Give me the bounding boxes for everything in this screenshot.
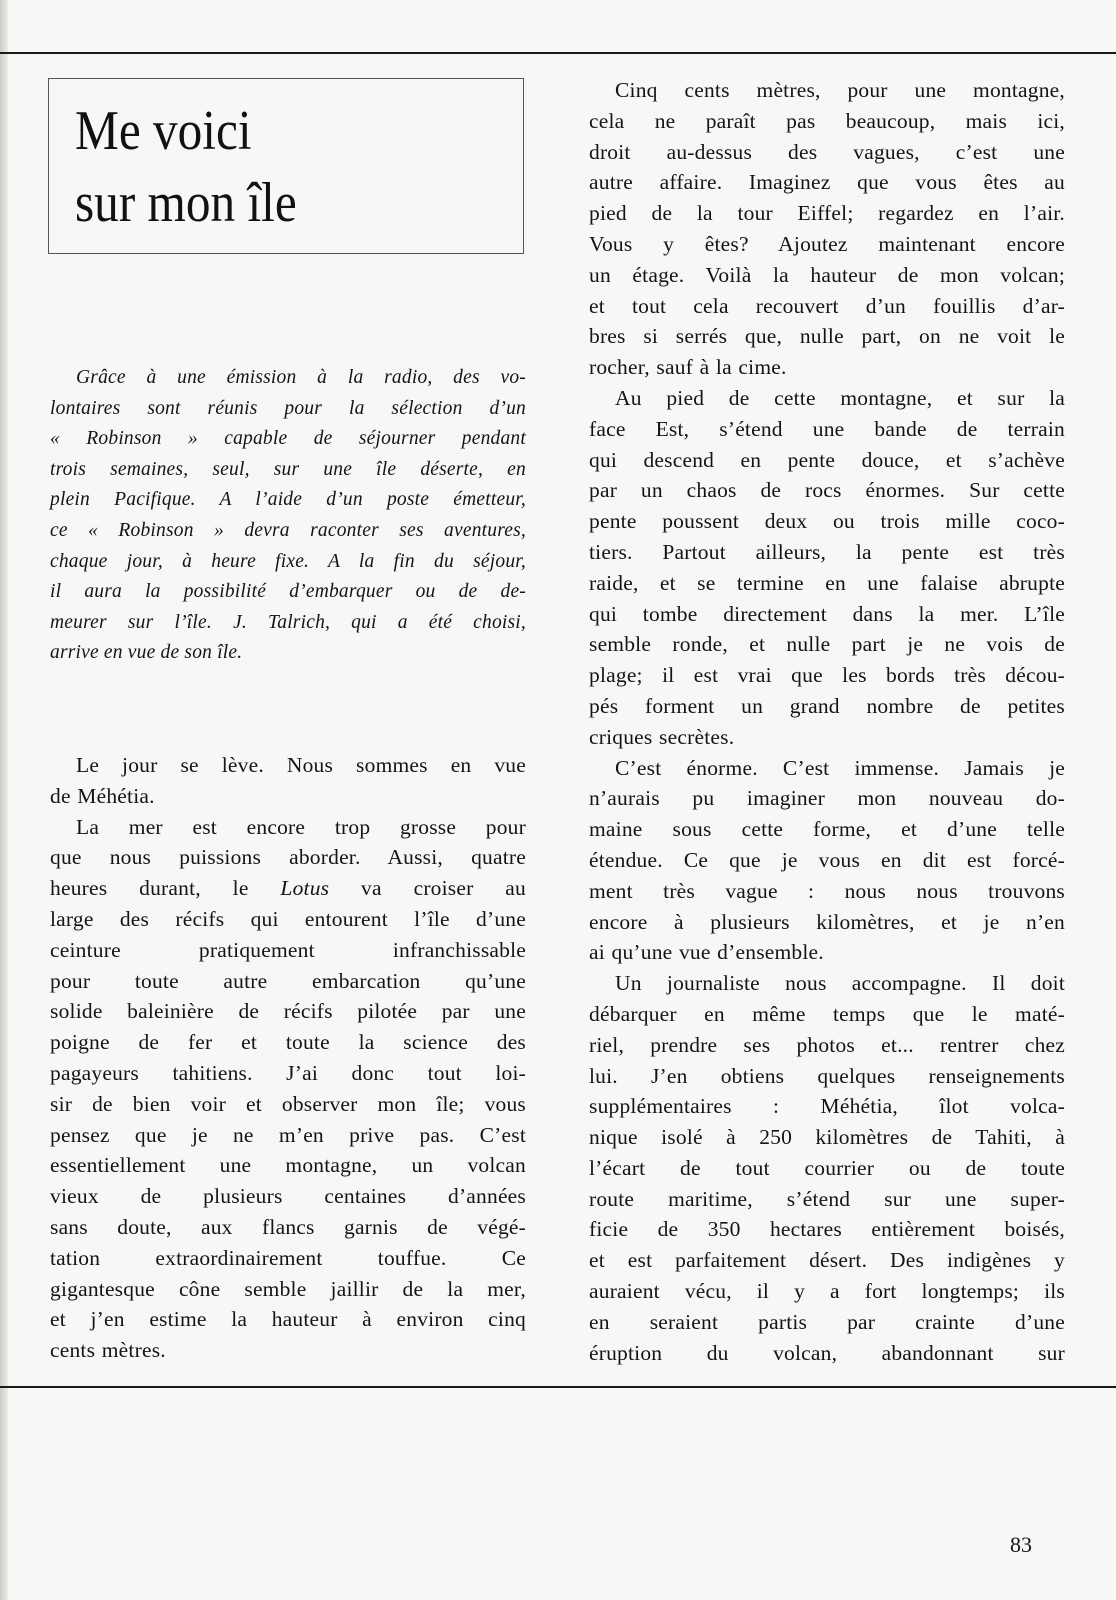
body-line: en seraient partis par crainte d’une (589, 1309, 1065, 1334)
body-line: bres si serrés que, nulle part, on ne voit le (589, 324, 1065, 349)
body-line: et tout cela recouvert d’un fouillis d’ar- (589, 293, 1065, 318)
body-line: débarquer en même temps que le maté- (589, 1001, 1065, 1026)
body-line: lui. J’en obtiens quelques renseignements (589, 1063, 1065, 1088)
body-line: large des récifs qui entourent l’île d’une (50, 906, 526, 931)
body-line: ai qu’une vue d’ensemble. (589, 940, 824, 965)
intro-line: ce « Robinson » devra raconter ses aventures, (50, 519, 526, 541)
body-line: ceinture pratiquement infranchissable (50, 937, 526, 962)
body-line: pagayeurs tahitiens. J’ai donc tout loi- (50, 1060, 526, 1085)
body-line: face Est, s’étend une bande de terrain (589, 416, 1065, 441)
body-line: étendue. Ce que je vous en dit est forcé- (589, 847, 1065, 872)
body-line: Un journaliste nous accompagne. Il doit (615, 971, 1065, 996)
intro-line: trois semaines, seul, sur une île déserte, en (50, 458, 526, 480)
body-line: pour toute autre embarcation qu’une (50, 968, 526, 993)
body-line: cents mètres. (50, 1338, 166, 1363)
body-line: et est parfaitement désert. Des indigènes y (589, 1248, 1065, 1273)
body-line: pente poussent deux ou trois mille coco- (589, 509, 1065, 534)
body-line: route maritime, s’étend sur une super- (589, 1186, 1065, 1211)
body-line: plage; il est vrai que les bords très décou- (589, 663, 1065, 688)
body-line: tation extraordinairement touffue. Ce (50, 1245, 526, 1270)
body-line: nique isolé à 250 kilomètres de Tahiti, à (589, 1125, 1065, 1150)
body-line: essentiellement une montagne, un volcan (50, 1153, 526, 1178)
body-line: éruption du volcan, abandonnant sur (589, 1340, 1065, 1365)
body-line: Vous y êtes? Ajoutez maintenant encore (589, 231, 1065, 256)
body-line: un étage. Voilà la hauteur de mon volcan; (589, 262, 1065, 287)
body-line: Au pied de cette montagne, et sur la (615, 385, 1065, 410)
body-line-lotus: heures durant, le Lotus va croiser au (50, 876, 526, 901)
body-line: auraient vécu, il y a fort longtemps; ils (589, 1279, 1065, 1304)
body-line: par un chaos de rocs énormes. Sur cette (589, 478, 1065, 503)
body-line: que nous puissions aborder. Aussi, quatre (50, 845, 526, 870)
intro-line: plein Pacifique. A l’aide d’un poste émetteur, (50, 489, 526, 511)
left-column (50, 750, 526, 1366)
body-line: sir de bien voir et observer mon île; vous (50, 1091, 526, 1116)
body-line: maine sous cette forme, et d’une telle (589, 817, 1065, 842)
intro-line: meurer sur l’île. J. Talrich, qui a été choisi, (50, 611, 526, 633)
body-line: et j’en estime la hauteur à environ cinq (50, 1307, 526, 1332)
body-line: pensez que je ne m’en prive pas. C’est (50, 1122, 526, 1147)
body-line: Cinq cents mètres, pour une montagne, (615, 78, 1065, 102)
body-line: encore à plusieurs kilomètres, et je n’en (589, 909, 1065, 934)
body-line: Le jour se lève. Nous sommes en vue (76, 753, 526, 777)
body-line: cela ne paraît pas beaucoup, mais ici, (589, 108, 1065, 133)
body-line: supplémentaires : Méhétia, îlot volca- (589, 1094, 1065, 1119)
body-line: vieux de plusieurs centaines d’années (50, 1184, 526, 1209)
page-title-line-2: sur mon île (75, 172, 297, 234)
body-line: C’est énorme. C’est immense. Jamais je (615, 755, 1065, 780)
body-line: ficie de 350 hectares entièrement boisés, (589, 1217, 1065, 1242)
intro-line: lontaires sont réunis pour la sélection d’un (50, 397, 526, 419)
intro-line: chaque jour, à heure fixe. A la fin du séjour, (50, 550, 526, 572)
body-line: qui tombe directement dans la mer. L’île (589, 601, 1065, 626)
intro-line: arrive en vue de son île. (50, 642, 243, 664)
right-column (589, 75, 1065, 1368)
body-line: n’aurais pu imaginer mon nouveau do- (589, 786, 1065, 811)
body-line: qui descend en pente douce, et s’achève (589, 447, 1065, 472)
body-line: droit au-dessus des vagues, c’est une (589, 139, 1065, 164)
bottom-rule (0, 1386, 1116, 1388)
body-line: rocher, sauf à la cime. (589, 355, 787, 380)
page-title-line-1: Me voici (75, 100, 252, 162)
body-line: pés forment un grand nombre de petites (589, 693, 1065, 718)
body-line: pied de la tour Eiffel; regardez en l’air. (589, 201, 1065, 226)
body-line: riel, prendre ses photos et... rentrer chez (589, 1032, 1065, 1057)
body-line: gigantesque cône semble jaillir de la mer, (50, 1276, 526, 1301)
body-line: La mer est encore trop grosse pour (76, 814, 526, 839)
intro-line: Grâce à une émission à la radio, des vo- (76, 367, 526, 388)
body-line: poigne de fer et toute la science des (50, 1030, 526, 1055)
page-scan-edge (0, 0, 8, 1600)
top-rule (0, 52, 1116, 54)
body-line: criques secrètes. (589, 724, 735, 749)
intro-line: il aura la possibilité d’embarquer ou de de- (50, 581, 526, 603)
body-line: solide baleinière de récifs pilotée par une (50, 999, 526, 1024)
ship-name: Lotus (280, 876, 330, 901)
body-line: de Méhétia. (50, 783, 155, 808)
body-line: ment très vague : nous nous trouvons (589, 878, 1065, 903)
body-line: l’écart de tout courrier ou de toute (589, 1155, 1065, 1180)
body-line: tiers. Partout ailleurs, la pente est très (589, 539, 1065, 564)
intro-line: « Robinson » capable de séjourner pendant (50, 428, 526, 450)
title-box (48, 78, 524, 254)
body-line: semble ronde, et nulle part je ne vois de (589, 632, 1065, 657)
body-line: autre affaire. Imaginez que vous êtes au (589, 170, 1065, 195)
body-line: sans doute, aux flancs garnis de végé- (50, 1214, 526, 1239)
intro-paragraph (50, 363, 526, 669)
body-line: raide, et se termine en une falaise abrupte (589, 570, 1065, 595)
page-number: 83 (1010, 1532, 1032, 1557)
